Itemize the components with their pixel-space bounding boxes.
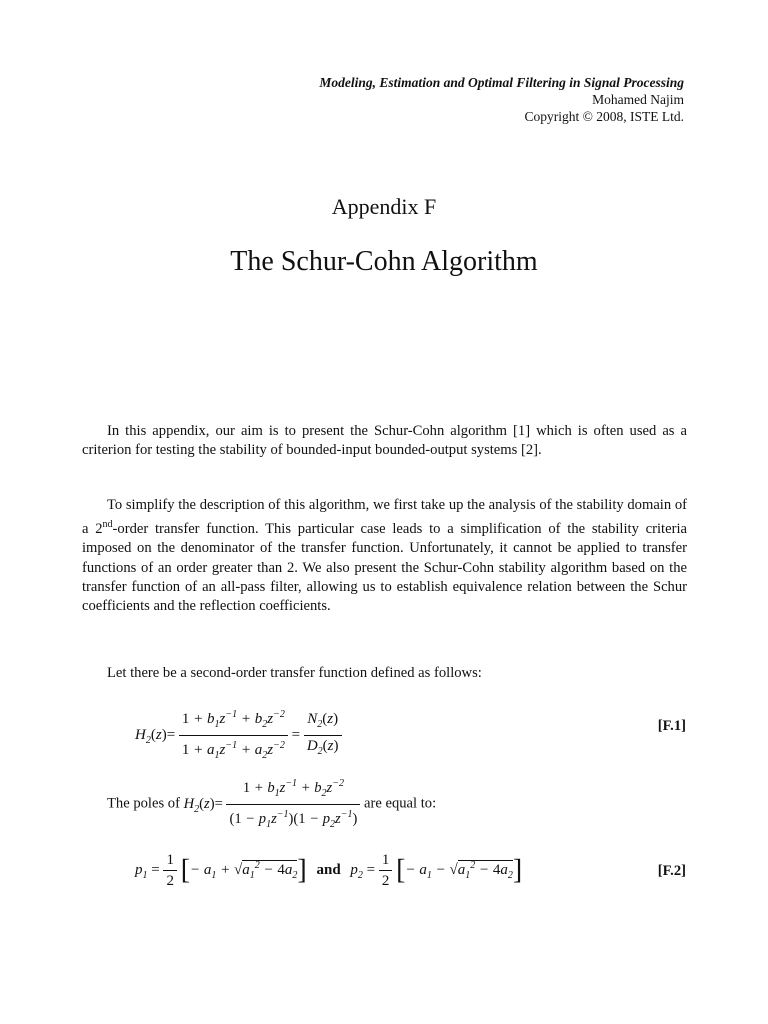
poles-line: The poles of $H_2(z)=$ $\frac{1 + b_1z^{-1} + b_2z^{-2}}{(1 - p_1z^{-1})(1 - p_2z^{-1})}$ are equal to: xyxy=(107,774,436,835)
f2-half-1: $\frac{1}{2}$ xyxy=(163,850,177,891)
ordinal-sup: nd xyxy=(102,519,113,531)
poles-fraction: $\frac{1 + b_1z^{-1} + b_2z^{-2}}{(1 - p_1z^{-1})(1 - p_2z^{-1})}$ xyxy=(226,774,360,835)
paragraph-intro: In this appendix, our aim is to present the Schur-Cohn algorithm [1] which is often used as a criterion for testing the stability of bounded-input bounded-output systems [2]. xyxy=(82,423,687,459)
book-title: Modeling, Estimation and Optimal Filtering in Signal Processing xyxy=(319,75,684,90)
chapter-title: The Schur-Cohn Algorithm xyxy=(230,246,538,277)
equation-label-f1: [F.1] xyxy=(657,718,686,734)
header xyxy=(319,74,684,125)
f1-fraction-right: $\frac{N_2(z)}{D_2(z)}$ xyxy=(304,709,342,762)
equation-f1: $H_2(z)=$ $\frac{1 + b_1z^{-1} + b_2z^{-2}}{1 + a_1z^{-1} + a_2z^{-2}}$ = $\frac{N_2(z)}{D_2(z)}$ xyxy=(135,705,342,766)
paragraph-description-a: To simplify the description of this algorithm, we first take up the analysis of the stability domain of a 2 xyxy=(82,497,687,538)
and-word: and xyxy=(316,861,341,878)
copyright: Copyright © 2008, ISTE Ltd. xyxy=(524,109,684,124)
author: Mohamed Najim xyxy=(592,92,684,107)
poles-prefix: The poles of xyxy=(107,795,180,812)
paragraph-description xyxy=(82,496,687,617)
equation-f2: $p_1$ = $\frac{1}{2}$ [− $a_1 + √a_1^2 - 4a_2$] and $p_2$ = $\frac{1}{2}$ [− $a_1 - √a_1^2 - 4a_2$] xyxy=(135,852,523,889)
appendix-label: Appendix F xyxy=(331,194,437,219)
paragraph-description-b: -order transfer function. This particular case leads to a simplification of the stability criteria imposed on the denominator of the transfer function. Unfortunately, it cannot be applied to transfer functions of an order greater than 2. We also present the Schur-Cohn stability algorithm based on the transfer function of an all-pass filter, allowing us to establish equivalence relation between the Schur coefficients and the reflection coefficients. xyxy=(82,521,687,615)
f2-half-2: $\frac{1}{2}$ xyxy=(379,850,393,891)
poles-suffix: are equal to: xyxy=(364,795,437,812)
equation-label-f2: [F.2] xyxy=(657,863,686,879)
f1-fraction-left: $\frac{1 + b_1z^{-1} + b_2z^{-2}}{1 + a_1z^{-1} + a_2z^{-2}}$ xyxy=(179,705,288,766)
paragraph-let: Let there be a second-order transfer function defined as follows: xyxy=(107,665,482,681)
